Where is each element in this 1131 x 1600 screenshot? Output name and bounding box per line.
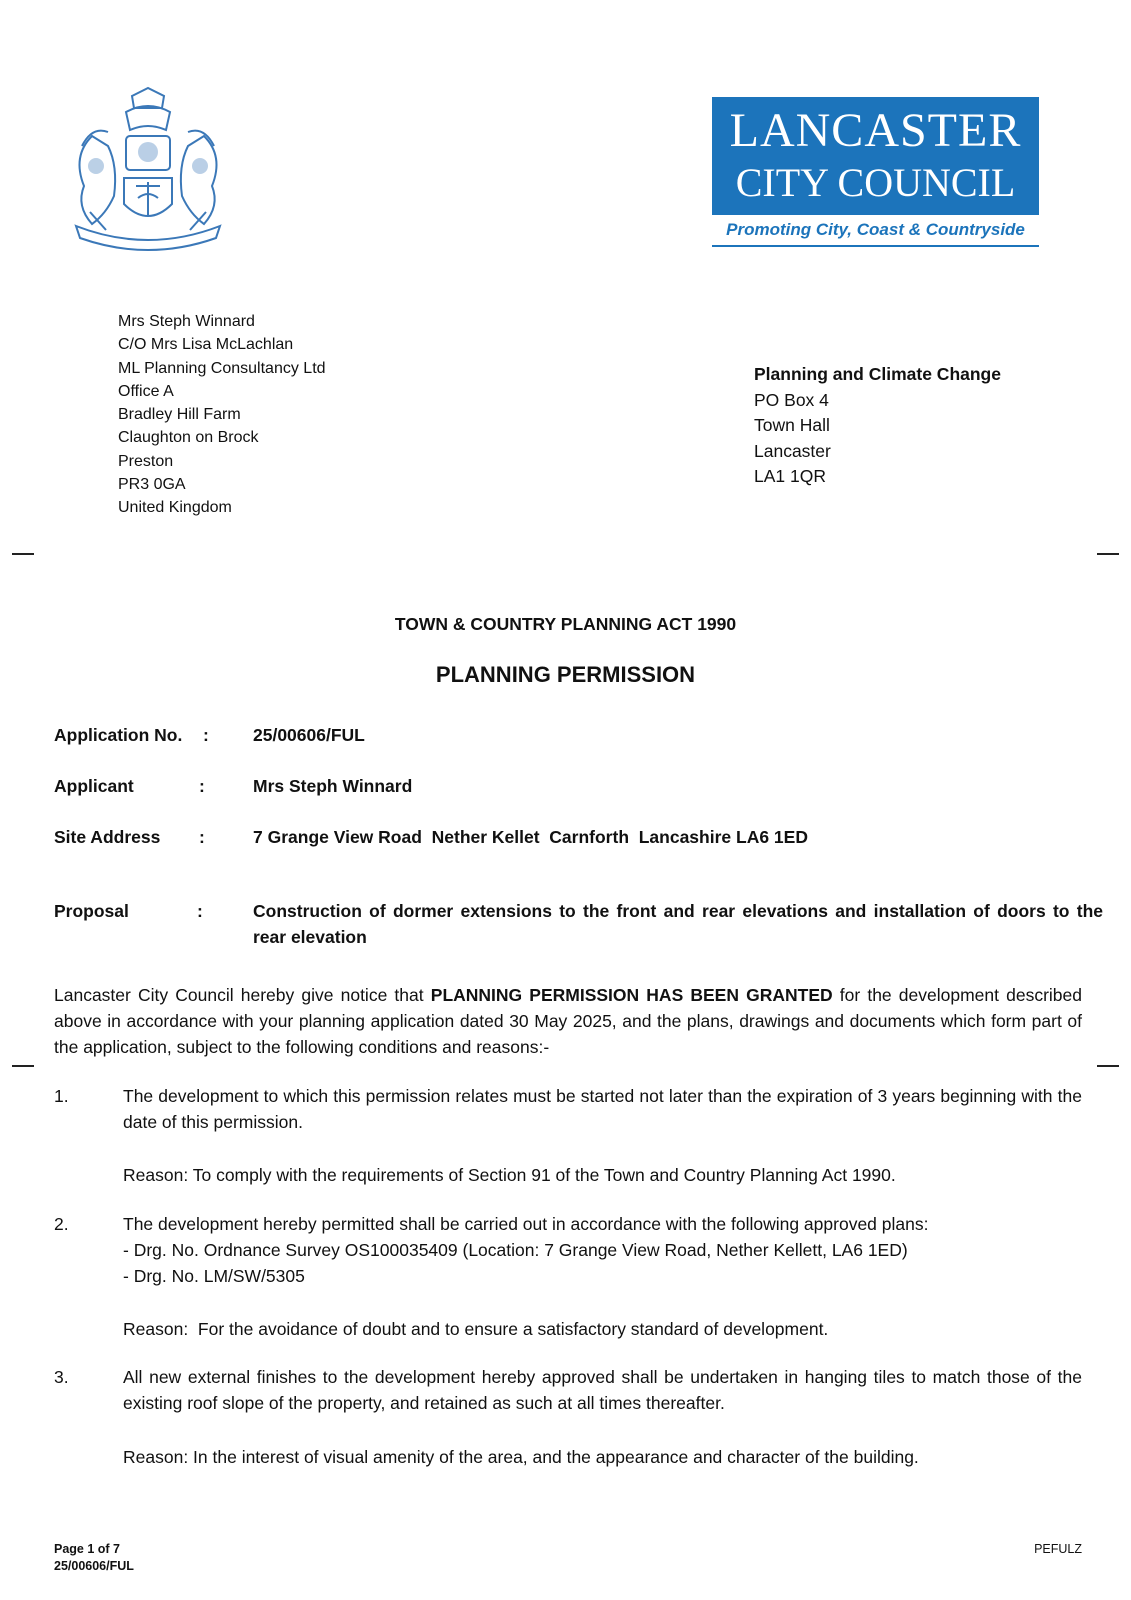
fold-mark [12,1065,34,1067]
site-address-label: Site Address [54,827,161,847]
logo-box [712,97,1039,215]
intro-paragraph [54,982,1082,1060]
footer-code: PEFULZ [1034,1542,1082,1556]
recipient-line: United Kingdom [118,499,232,517]
condition-number: 3. [54,1367,69,1387]
council-logo [712,97,1039,249]
footer-reference: 25/00606/FUL [54,1559,134,1573]
intro-text: for the development described above in accordance with your planning application dated 30 May 2025, and the plans, drawings and documents which form part of the application, subject to the following conditions and reasons:- [54,985,1083,1057]
applicant-value: Mrs Steph Winnard [253,776,413,796]
office-line: Lancaster [754,440,831,461]
application-no-value: 25/00606/FUL [253,725,365,745]
site-address-value: 7 Grange View Road Nether Kellet Carnforth Lancashire LA6 1ED [253,827,808,847]
condition-text: The development to which this permission relates must be started not later than the expiration of 3 years beginning with the date of this permission. [123,1086,1082,1132]
condition-number: 1. [54,1086,69,1106]
recipient-line: Office A [118,382,174,400]
recipient-line: Claughton on Brock [118,429,259,447]
act-title: TOWN & COUNTRY PLANNING ACT 1990 [394,614,737,634]
office-address [754,362,1001,490]
page-title: PLANNING PERMISSION [435,662,696,687]
application-no-label: Application No. [54,725,183,745]
fold-mark [1097,553,1119,555]
recipient-address [118,310,326,520]
recipient-line: Bradley Hill Farm [118,406,241,424]
office-line: PO Box 4 [754,389,829,410]
condition-reason: Reason: For the avoidance of doubt and to ensure a satisfactory standard of development. [123,1319,829,1339]
condition-text: The development hereby permitted shall be carried out in accordance with the following approved plans: [123,1214,929,1234]
logo-line1: LANCASTER [729,104,1022,157]
condition-text: All new external finishes to the development hereby approved shall be undertaken in hanging tiles to match those of the existing roof slope of the property, and retained as such at all times thereafter. [123,1367,1082,1413]
logo-rule [712,245,1039,247]
recipient-line: ML Planning Consultancy Ltd [118,359,326,377]
fold-mark [12,553,34,555]
condition-reason: Reason: In the interest of visual amenity of the area, and the appearance and character of the building. [123,1447,919,1467]
field-colon: : [203,725,209,745]
intro-granted-text: PLANNING PERMISSION HAS BEEN GRANTED [430,985,833,1005]
logo-line2: CITY COUNCIL [735,160,1016,205]
approved-plans-list [123,1237,1082,1289]
footer-left [54,1541,134,1575]
fold-mark [1097,1065,1119,1067]
coat-of-arms-icon [62,86,234,254]
recipient-line: C/O Mrs Lisa McLachlan [118,336,294,354]
condition-number: 2. [54,1214,69,1234]
field-colon: : [197,901,203,921]
recipient-line: Preston [118,452,174,470]
proposal-label: Proposal [54,901,129,921]
condition-reason: Reason: To comply with the requirements of Section 91 of the Town and Country Planning Act 1990. [123,1165,896,1185]
office-line: LA1 1QR [754,466,826,486]
approved-plan-item: - Drg. No. Ordnance Survey OS100035409 (Location: 7 Grange View Road, Nether Kellett, LA6 1ED) [123,1240,908,1260]
recipient-line: PR3 0GA [118,476,186,494]
applicant-label: Applicant [54,776,134,796]
intro-text: Lancaster City Council hereby give notice that [54,985,431,1005]
office-department: Planning and Climate Change [754,364,1001,384]
approved-plan-item: - Drg. No. LM/SW/5305 [123,1266,305,1286]
proposal-value: Construction of dormer extensions to the front and rear elevations and installation of doors to the rear elevation [253,901,1103,947]
logo-tagline: Promoting City, Coast & Countryside [726,220,1025,239]
office-line: Town Hall [754,415,830,435]
field-colon: : [199,827,205,847]
field-colon: : [199,776,205,796]
page-number: Page 1 of 7 [54,1542,120,1556]
recipient-line: Mrs Steph Winnard [118,313,255,330]
